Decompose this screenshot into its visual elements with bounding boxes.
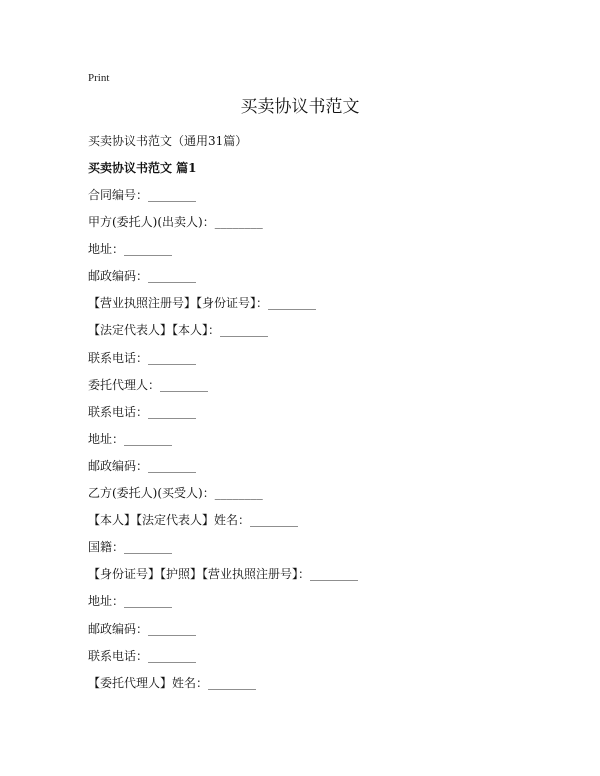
document-subtitle: 买卖协议书范文（通用31篇） [88,134,248,148]
contract-field-line: 联系电话：________ [88,648,197,663]
contract-field-line: 甲方(委托人)(出卖人)：________ [88,215,263,230]
section-heading: 买卖协议书范文 篇1 [88,161,197,175]
contract-field-line: 【营业执照注册号】【身份证号】：________ [88,296,317,311]
contract-field-line: 联系电话：________ [88,350,197,365]
contract-field-line: 合同编号：________ [88,188,197,202]
contract-field-line: 【法定代表人】【本人】：________ [88,323,269,338]
contract-field-line: 地址：________ [88,431,173,446]
print-link[interactable]: Print [88,72,110,84]
contract-field-line: 地址：________ [88,242,173,257]
contract-field-list [88,187,358,702]
contract-field-line: 邮政编码：________ [88,458,197,473]
contract-field-line: 地址：________ [88,594,173,609]
contract-field-line: 邮政编码：________ [88,621,197,636]
contract-field-line: 国籍：________ [88,540,173,555]
contract-field-line: 【身份证号】【护照】【营业执照注册号】：________ [88,567,359,582]
contract-field-line: 邮政编码：________ [88,269,197,284]
contract-field-line: 委托代理人：________ [88,377,209,392]
document-title: 买卖协议书范文 [240,97,360,117]
contract-field-line: 联系电话：________ [88,404,197,419]
contract-field-line: 【本人】【法定代表人】姓名：________ [88,513,299,528]
contract-field-line: 乙方(委托人)(买受人)：________ [88,486,263,501]
contract-field-line: 【委托代理人】姓名：________ [88,675,257,690]
